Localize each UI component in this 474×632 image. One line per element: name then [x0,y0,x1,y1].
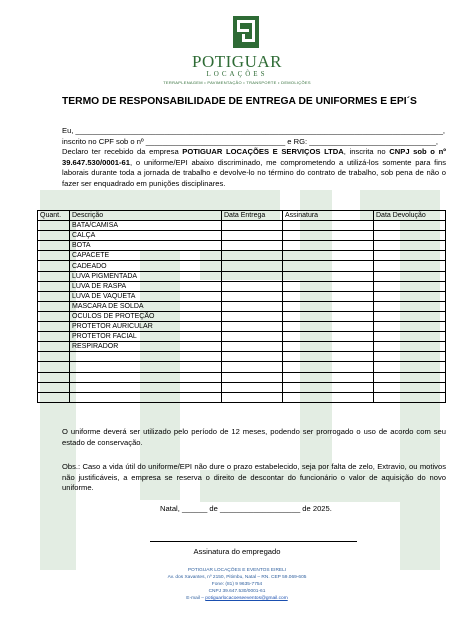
cell-quantity [38,281,70,291]
header-quantity: Quant. [38,211,70,221]
cell-quantity [38,372,70,382]
cell-delivery-date [222,392,283,402]
cell-description: RESPIRADOR [70,342,222,352]
cell-return-date [374,322,446,332]
cell-delivery-date [222,281,283,291]
table-row [38,342,446,352]
cell-delivery-date [222,241,283,251]
cell-quantity [38,271,70,281]
footer-email-link[interactable]: potiguarlocacoeseeventos@gmail.com [205,596,288,602]
cell-delivery-date [222,291,283,301]
declaration-rest: , o uniforme/EPI abaixo discriminado, me comprometendo a utilizá-los somente para fins laborais durante toda a jornada de trabalho e devolve-lo no término do contrato de trabalho, sob pena de não o fazer ser enquadrado em punições disciplinares. [62,157,446,188]
cell-return-date [374,221,446,231]
cell-signature [283,261,374,271]
cell-signature [283,271,374,281]
footer-phone: Fone: (81) 9 9635-7754 [211,582,263,588]
cell-description [70,372,222,382]
cell-signature [283,221,374,231]
signature-label: Assinatura do empregado [193,547,281,556]
cell-quantity [38,251,70,261]
cell-signature [283,251,374,261]
cpf-rg-line: inscrito no CPF sob o nº _________________________________ e RG: ______________________________, [62,136,439,146]
cell-return-date [374,392,446,402]
footer-email-label: E-mail – [186,596,206,602]
cell-signature [283,301,374,311]
signature-line [150,541,357,542]
company-name: POTIGUAR LOCAÇÕES E SERVIÇOS LTDA [182,147,344,157]
cell-quantity [38,352,70,362]
cell-description [70,352,222,362]
cell-description [70,392,222,402]
table-row [38,392,446,402]
cell-signature [283,291,374,301]
table-header-row [38,211,446,221]
cell-delivery-date [222,271,283,281]
cell-description: LUVA PIGMENTADA [70,271,222,281]
table-row [38,281,446,291]
date-line: Natal, ______ de ___________________ de 2025. [160,504,332,513]
company-cnpj: CNPJ sob o nº 39.647.530/0001-61 [62,147,446,167]
cell-delivery-date [222,261,283,271]
cell-delivery-date [222,231,283,241]
cell-delivery-date [222,322,283,332]
cell-return-date [374,271,446,281]
cell-quantity [38,261,70,271]
table-row [38,251,446,261]
cell-signature [283,231,374,241]
footer-company: POTIGUAR LOCAÇÕES E EVENTOS EIRELI [187,568,287,573]
cell-quantity [38,231,70,241]
cell-delivery-date [222,301,283,311]
header-return-date: Data Devolução [374,211,446,221]
cell-quantity [38,332,70,342]
cell-quantity [38,362,70,372]
declaration-mid: , inscrita no [343,147,390,157]
cell-quantity [38,342,70,352]
cell-description: PROTETOR AURICULAR [70,322,222,332]
cell-delivery-date [222,251,283,261]
document-title: TERMO DE RESPONSABILIDADE DE ENTREGA DE UNIFORMES E EPI´S [62,96,417,107]
cell-delivery-date [222,342,283,352]
declaration-paragraph [62,126,446,190]
cell-return-date [374,372,446,382]
obs-note: Obs.: Caso a vida útil do uniforme/EPI não dure o prazo estabelecido, seja por falta de zelo, Extravio, ou motivos não justificáveis, a empresa se reserva o direito de descontar do funcionário o valor de aquisição do novo uniforme. [62,462,446,493]
cell-return-date [374,332,446,342]
cell-description: LUVA DE VAQUETA [70,291,222,301]
cell-signature [283,342,374,352]
table-row [38,291,446,301]
cell-description: LUVA DE RASPA [70,281,222,291]
cell-description: CAPACETE [70,251,222,261]
table-row [38,311,446,321]
uniform-items-table [37,210,446,403]
cell-description: BOTA [70,241,222,251]
cell-return-date [374,241,446,251]
cell-signature [283,322,374,332]
table-row [38,271,446,281]
logo-tagline: TERRAPLENAGEM • PAVIMENTAÇÃO • TRANSPORTE • DEMOLIÇÕES [163,80,311,85]
cell-quantity [38,382,70,392]
table-row [38,231,446,241]
table-row [38,241,446,251]
cell-signature [283,362,374,372]
declaration-prefix: Declaro ter recebido da empresa [62,147,183,157]
cell-signature [283,281,374,291]
footer-email-row [0,595,474,602]
cell-return-date [374,362,446,372]
cell-signature [283,352,374,362]
cell-description: PROTETOR FACIAL [70,332,222,342]
cell-return-date [374,231,446,241]
table-body [38,221,446,403]
table-row [38,322,446,332]
table-row [38,332,446,342]
cell-delivery-date [222,221,283,231]
cell-delivery-date [222,332,283,342]
footer [0,567,474,602]
footer-cnpj: CNPJ 39.647.530/0001-61 [208,589,266,595]
cell-return-date [374,382,446,392]
cell-signature [283,311,374,321]
table-row [38,221,446,231]
header-delivery-date: Data Entrega [222,211,283,221]
cell-description: MASCARA DE SOLDA [70,301,222,311]
cell-signature [283,241,374,251]
cell-return-date [374,352,446,362]
cell-return-date [374,291,446,301]
cell-quantity [38,311,70,321]
cell-return-date [374,342,446,352]
table-row [38,372,446,382]
logo-subtitle: LOCAÇÕES [206,70,268,78]
cell-description: BATA/CAMISA [70,221,222,231]
cell-delivery-date [222,372,283,382]
cell-delivery-date [222,362,283,372]
logo-mark-icon [233,16,259,48]
cell-return-date [374,261,446,271]
cell-delivery-date [222,352,283,362]
cell-return-date [374,281,446,291]
table-row [38,261,446,271]
cell-quantity [38,221,70,231]
name-line: Eu, _______________________________________________________________________________________, [62,126,446,135]
header-description: Descrição [70,211,222,221]
footer-address: Av. dos Xavantes, nº 2150, Pitimbu, Natal – RN. CEP 59.069-605 [167,575,307,581]
cell-return-date [374,251,446,261]
cell-return-date [374,301,446,311]
cell-quantity [38,322,70,332]
table-row [38,382,446,392]
cell-return-date [374,311,446,321]
cell-signature [283,392,374,402]
cell-description: OCULOS DE PROTEÇÃO [70,311,222,321]
cell-quantity [38,291,70,301]
cell-delivery-date [222,311,283,321]
cell-quantity [38,241,70,251]
header-signature: Assinatura [283,211,374,221]
cell-signature [283,382,374,392]
cell-description: CALÇA [70,231,222,241]
cell-quantity [38,392,70,402]
usage-note: O uniforme deverá ser utilizado pelo período de 12 meses, podendo ser prorrogado o uso de acordo com seu estado de conservação. [62,427,446,447]
table-row [38,352,446,362]
cell-description: CADEADO [70,261,222,271]
cell-description [70,382,222,392]
cell-description [70,362,222,372]
cell-signature [283,332,374,342]
logo-name: POTIGUAR [192,52,282,71]
cell-quantity [38,301,70,311]
cell-signature [283,372,374,382]
cell-delivery-date [222,382,283,392]
table-row [38,362,446,372]
table-row [38,301,446,311]
